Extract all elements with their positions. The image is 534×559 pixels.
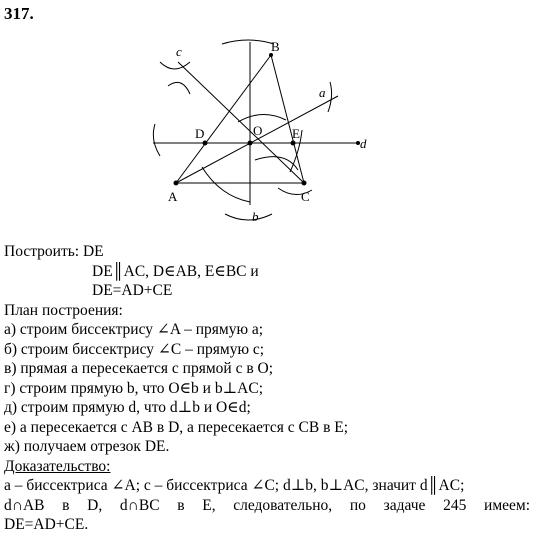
label-line-a: a xyxy=(319,85,326,100)
side-bc xyxy=(271,55,304,183)
label-b-point: B xyxy=(271,39,280,54)
plan-step-e: д) строим прямую d, что d⊥b и O∈d; xyxy=(4,399,251,416)
label-line-c: c xyxy=(176,44,182,59)
label-e-point: E xyxy=(292,126,300,141)
problem-number: 317. xyxy=(4,4,34,23)
plan-step-d: г) строим прямую b, что O∈b и b⊥AC; xyxy=(4,379,264,397)
arc-upper-left-2 xyxy=(168,82,190,94)
plan-step-b: б) строим биссектрису ∠C – прямую c; xyxy=(4,340,265,358)
proof-line-2: d∩AB в D, d∩BC в E, следовательно, по задаче 245 имеем: xyxy=(4,496,530,514)
arc-left xyxy=(153,124,160,156)
proof-line-1: a – биссектриса ∠A; c – биссектриса ∠C; d⊥b, b⊥AC, значит d║AC; xyxy=(4,477,465,494)
point-d xyxy=(203,141,208,146)
arc-far-right xyxy=(328,82,332,112)
plan-title: План построения: xyxy=(4,301,123,319)
label-o-point: O xyxy=(253,123,263,138)
arc-lower-left xyxy=(202,167,250,202)
given-line-1: DE║AC, D∈AB, E∈BC и xyxy=(92,262,259,280)
solution-text xyxy=(4,242,530,535)
point-a xyxy=(174,181,179,186)
arc-center xyxy=(238,114,286,122)
plan-step-g: ж) получаем отрезок DE. xyxy=(4,438,170,455)
line-c xyxy=(178,62,304,183)
label-line-d: d xyxy=(360,136,367,151)
plan-step-c: в) прямая a пересекается c прямой c в O; xyxy=(4,360,274,377)
proof-title: Доказательство: xyxy=(4,457,111,475)
construct-line: Построить: DE xyxy=(4,243,104,260)
point-o xyxy=(248,141,253,146)
label-c-point: C xyxy=(301,189,310,204)
label-line-b: b xyxy=(252,209,259,224)
point-c xyxy=(302,181,307,186)
plan-step-a: а) строим биссектрису ∠A – прямую a; xyxy=(4,321,264,338)
plan-step-f: е) a пересекается с AB в D, a пересекается с CB в E; xyxy=(4,418,349,436)
arc-top xyxy=(222,40,274,44)
given-line-2: DE=AD+CE xyxy=(92,282,173,299)
label-a-point: A xyxy=(168,189,178,204)
arc-upper-left-1 xyxy=(160,62,190,69)
construction-figure xyxy=(0,0,534,240)
label-d-point: D xyxy=(195,126,205,141)
proof-line-3: DE=AD+CE. xyxy=(4,516,89,533)
point-e xyxy=(291,141,296,146)
arc-bottom xyxy=(225,214,272,220)
